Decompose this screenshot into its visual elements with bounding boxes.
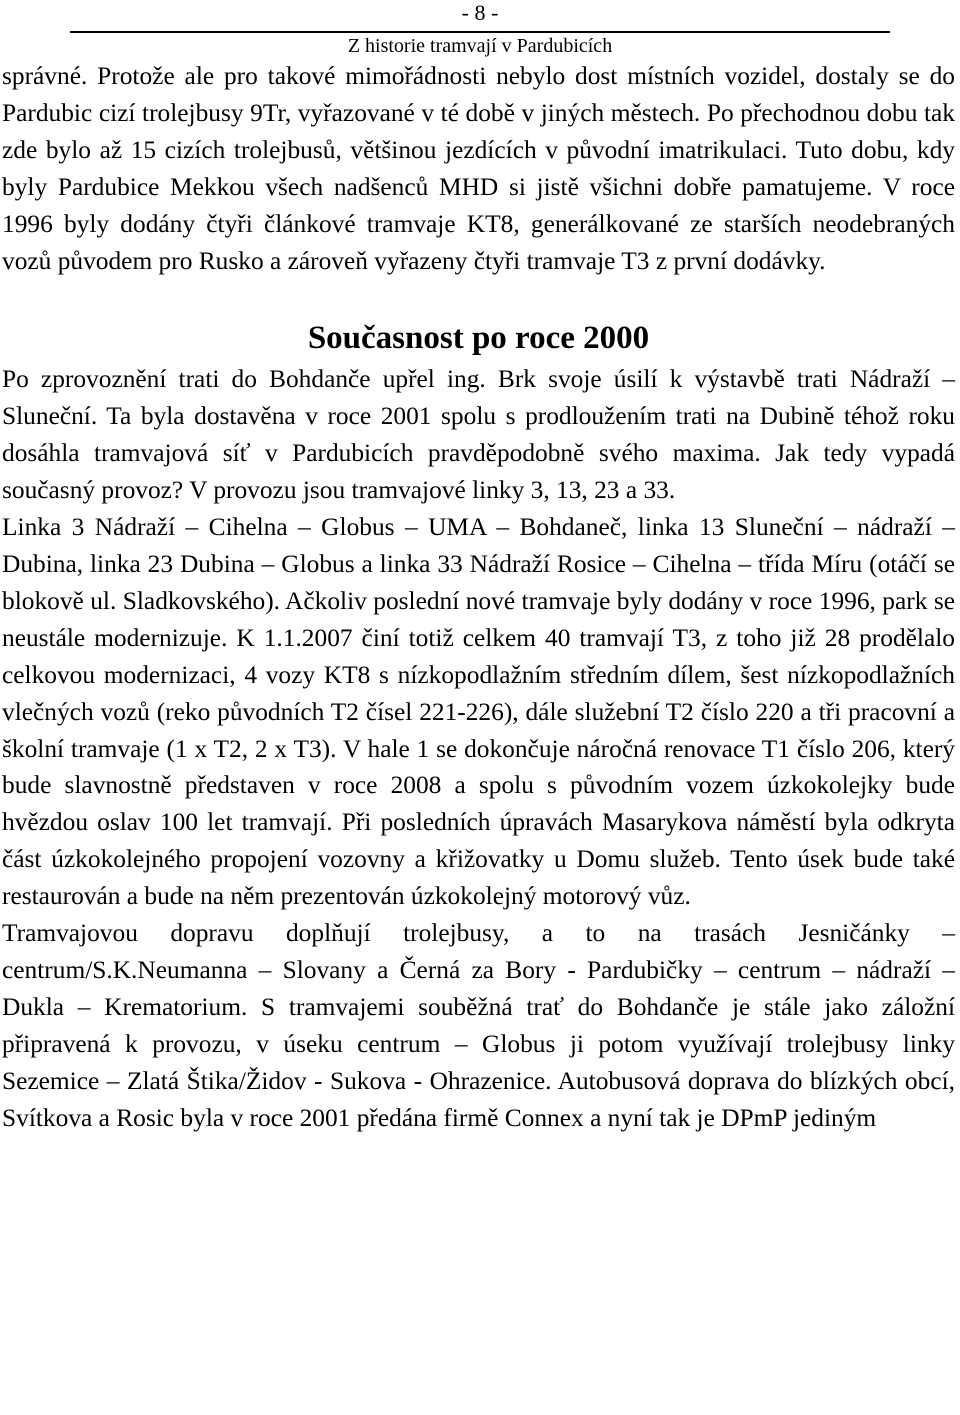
paragraph-section-2: Linka 3 Nádraží – Cihelna – Globus – UMA – Bohdaneč, linka 13 Sluneční – nádraží – Dubina, linka 23 Dubina – Globus a linka 33 Nádraží Rosice – Cihelna – třída Míru (otáčí se blokově ul. Sladkovského). Ačkoliv poslední nové tramvaje byly dodány v roce 1996, park se neustále modernizuje. K 1.1.2007 činí totiž celkem 40 tramvají T3, z toho již 28 prodělalo celkovou modernizaci, 4 vozy KT8 s nízkopodlažním středním dílem, šest nízkopodlažních vlečných vozů (reko původních T2 čísel 221-226), dále služební T2 číslo 220 a tři pracovní a školní tramvaje (1 x T2, 2 x T3). V hale 1 se dokončuje náročná renovace T1 číslo 206, který bude slavnostně představen v roce 2008 a spolu s původním vozem úzkokolejky bude hvězdou oslav 100 let tramvají. Při posledních úpravách Masarykova náměstí byla odkryta část úzkokolejného propojení vozovny a křižovatky u Domu služeb. Tento úsek bude také restaurován a bude na něm prezentován úzkokolejný motorový vůz. <box>2 513 955 911</box>
paragraph-section-3: Tramvajovou dopravu doplňují trolejbusy, a to na trasách Jesničánky – centrum/S.K.Neumanna – Slovany a Černá za Bory - Pardubičky – centrum – nádraží – Dukla – Krematorium. S tramvajemi souběžná trať do Bohdanče je stále jako záložní připravená k provozu, v úseku centrum – Globus ji potom využívají trolejbusy linky Sezemice – Zlatá Štika/Židov - Sukova - Ohrazenice. Autobusová doprava do blízkých obcí, Svítkova a Rosic byla v roce 2001 předána firmě Connex a nyní tak je DPmP jediným <box>2 919 955 1132</box>
section-heading: Současnost po roce 2000 <box>307 320 650 357</box>
document-body <box>2 58 955 1136</box>
page-number: - 8 - <box>461 0 499 25</box>
running-header: Z historie tramvají v Pardubicích <box>70 31 890 59</box>
paragraph-section-1: Po zprovoznění trati do Bohdanče upřel ing. Brk svoje úsilí k výstavbě trati Nádraží – Sluneční. Ta byla dostavěna v roce 2001 spolu s prodloužením trati na Dubině téhož roku dosáhla tramvajová síť v Pardubicích pravděpodobně svého maxima. Jak tedy vypadá současný provoz? V provozu jsou tramvajové linky 3, 13, 23 a 33. <box>2 365 955 505</box>
paragraph-intro: správné. Protože ale pro takové mimořádnosti nebylo dost místních vozidel, dostaly se do Pardubic cizí trolejbusy 9Tr, vyřazované v té době v jiných městech. Po přechodnou dobu tak zde bylo až 15 cizích trolejbusů, většinou jezdících v původní imatrikulaci. Tuto dobu, kdy byly Pardubice Mekkou všech nadšenců MHD si jistě všichni dobře pamatujeme. V roce 1996 byly dodány čtyři článkové tramvaje KT8, generálkované ze starších neodebraných vozů původem pro Rusko a zároveň vyřazeny čtyři tramvaje T3 z první dodávky. <box>2 62 955 275</box>
